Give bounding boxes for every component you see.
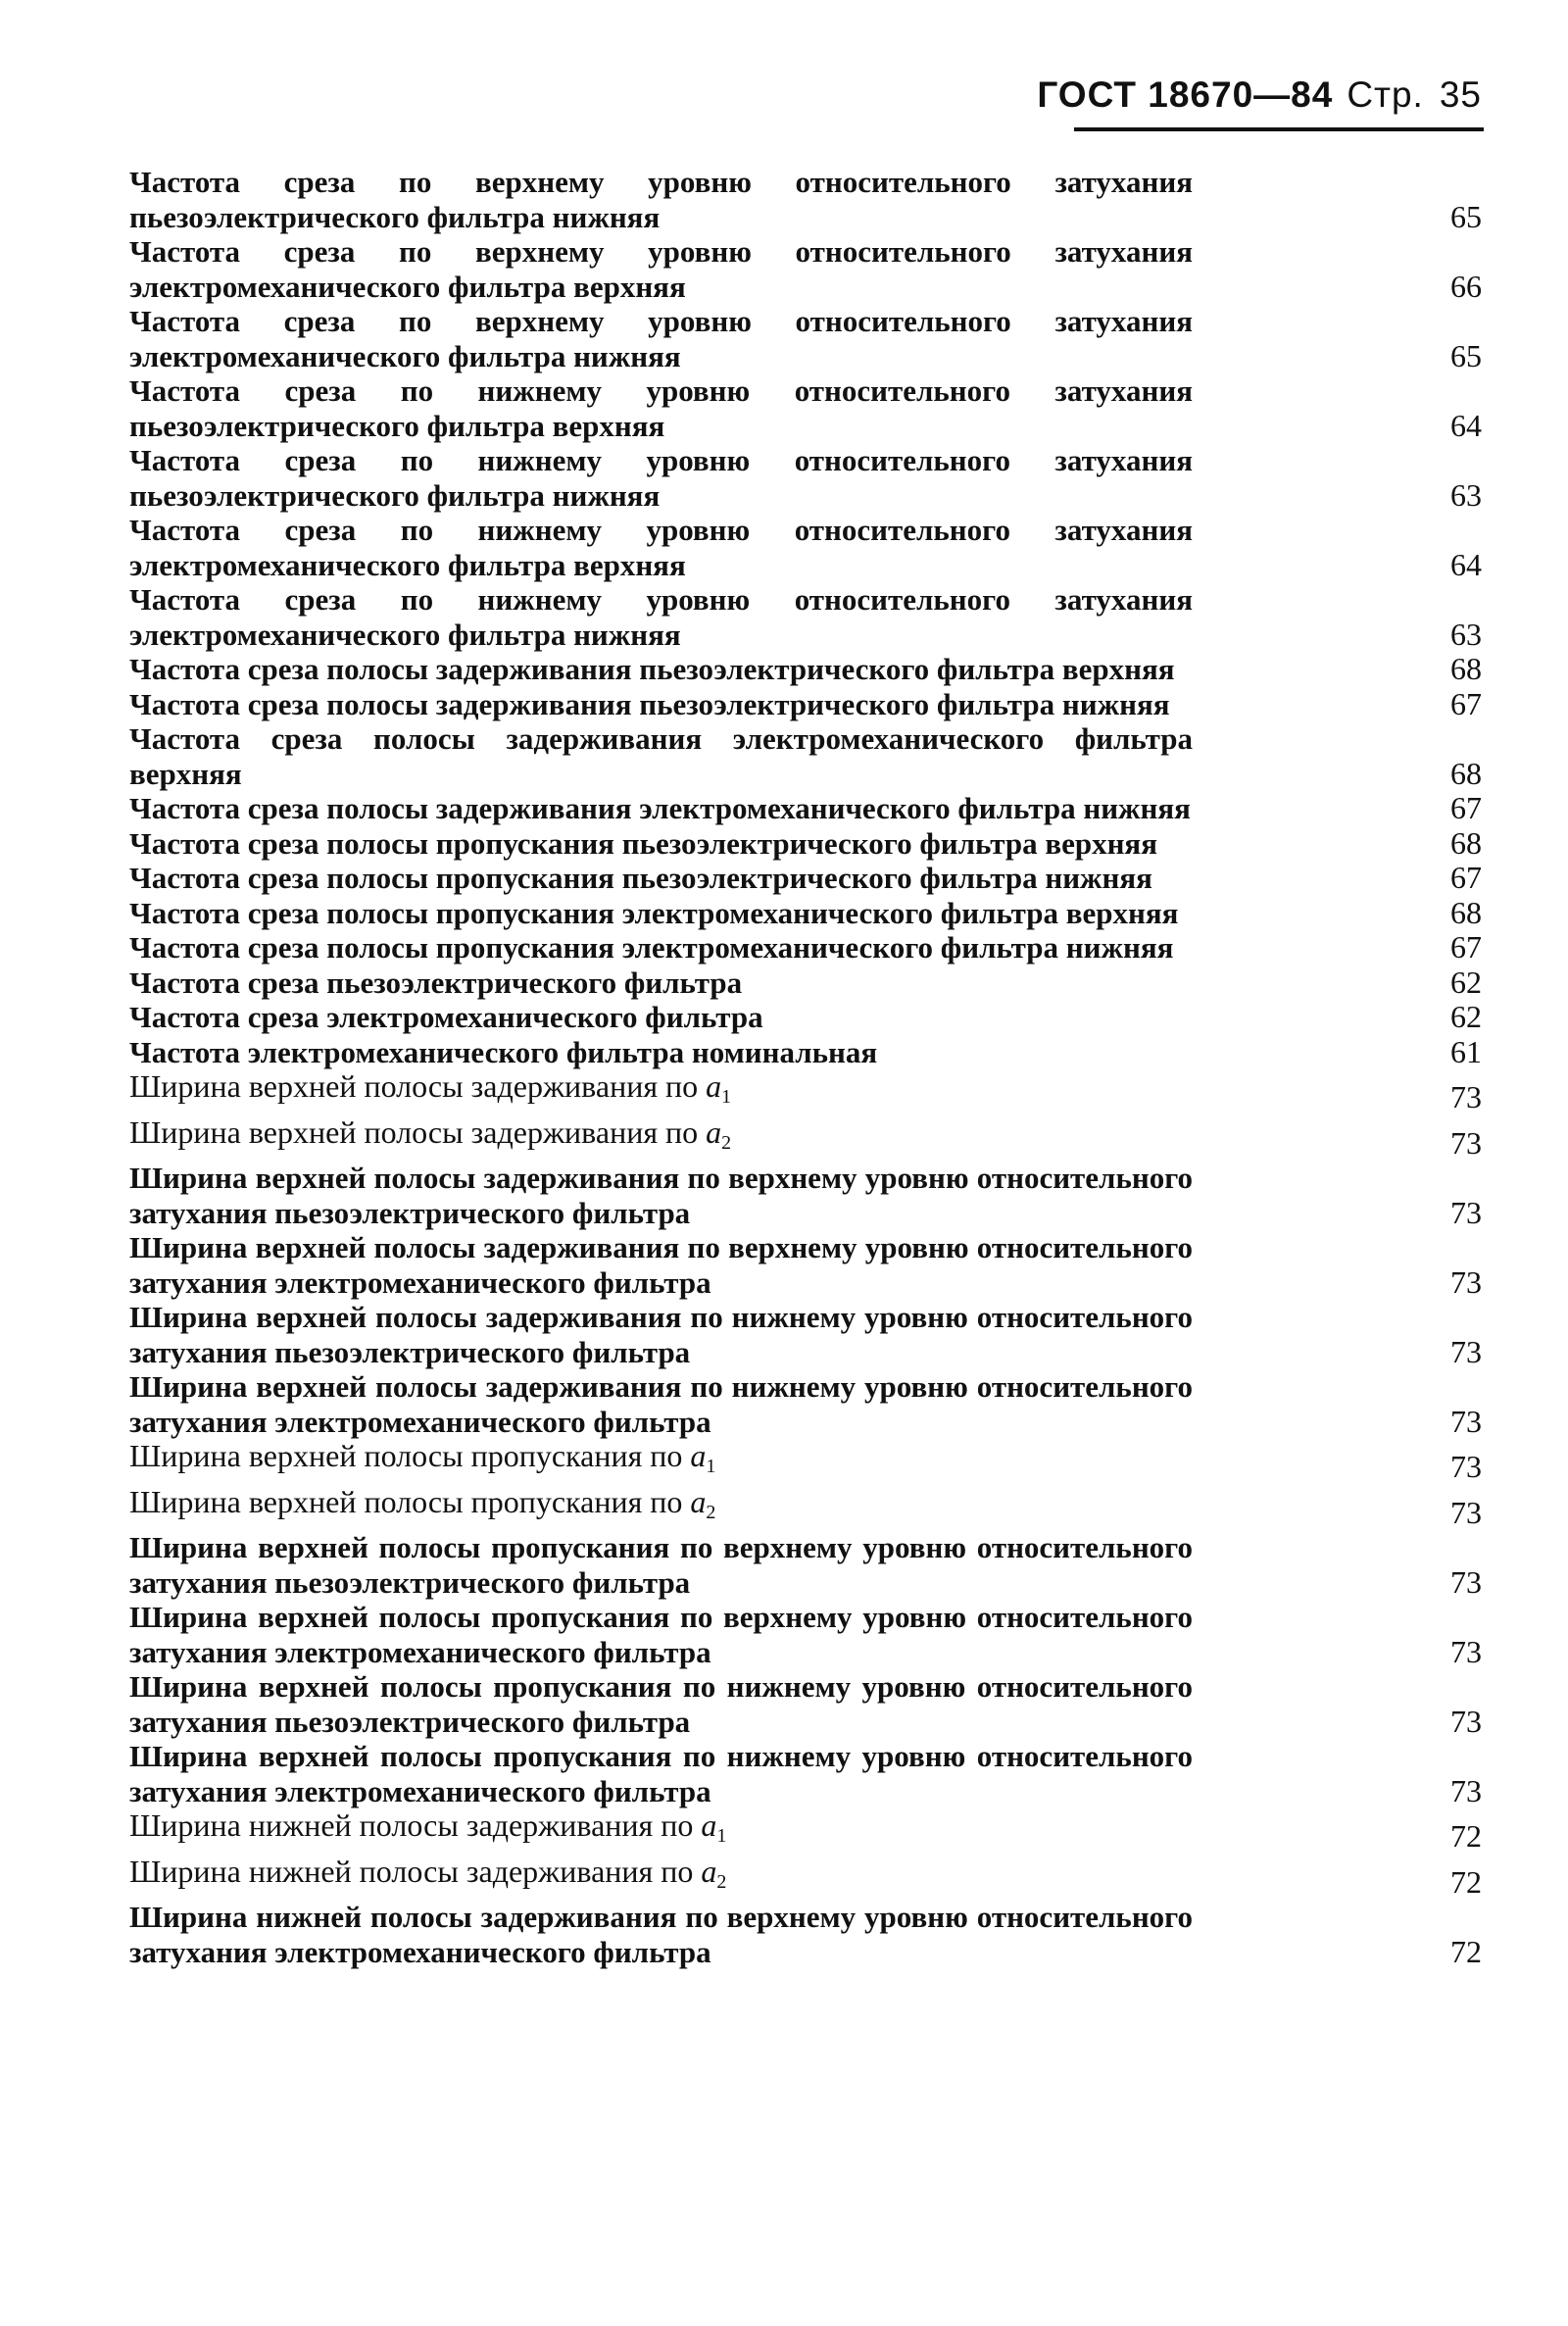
page-header [0, 74, 1482, 116]
index-term-text: Частота среза по нижнему уровню относительного затухания пьезоэлектрического фильтра верхняя [129, 373, 1193, 443]
index-page-number: 72 [1450, 1818, 1482, 1854]
index-term-text: Частота среза по верхнему уровню относительного затухания электромеханического фильтра верхняя [129, 234, 1193, 304]
index-term [129, 896, 1193, 931]
index-term [129, 582, 1193, 652]
index-term [129, 1115, 1193, 1162]
index-term [129, 1900, 1193, 1969]
index-term-text: Частота среза полосы пропускания электромеханического фильтра верхняя [129, 895, 1179, 930]
index-term-text: Ширина верхней полосы пропускания по верхнему уровню относительного затухания пьезоэлектрического фильтра [129, 1530, 1193, 1600]
index-term-text: Частота среза электромеханического фильтра [129, 1000, 763, 1034]
index-term [129, 165, 1193, 234]
index-entry [129, 721, 1482, 791]
index-term-text: Ширина верхней полосы задерживания по [129, 1068, 699, 1104]
index-page-number: 65 [1450, 337, 1482, 373]
index-term-text: Ширина верхней полосы пропускания по [129, 1438, 683, 1473]
index-term-text: Ширина верхней полосы задерживания по нижнему уровню относительного затухания электромеханического фильтра [129, 1369, 1193, 1439]
index-page-number: 72 [1450, 1933, 1482, 1969]
index-entry [129, 1035, 1482, 1070]
index-page-number: 66 [1450, 268, 1482, 304]
index-entry [129, 1069, 1482, 1115]
index-term [129, 1669, 1193, 1739]
index-term-subscript: 2 [721, 1131, 732, 1154]
index-entry [129, 791, 1482, 826]
index-page-number: 67 [1450, 790, 1482, 825]
index-term-symbol: a [701, 1807, 717, 1843]
header-rule [1074, 127, 1484, 131]
index-term-text: Частота среза полосы задерживания электромеханического фильтра нижняя [129, 791, 1191, 825]
index-entry [129, 1855, 1482, 1901]
index-page-number: 63 [1450, 476, 1482, 513]
index-term [129, 965, 1193, 1001]
index-term [129, 443, 1193, 513]
index-term [129, 513, 1193, 582]
index-page-number: 72 [1450, 1863, 1482, 1900]
index-entry [129, 1439, 1482, 1485]
index-page-number: 73 [1450, 1263, 1482, 1300]
index-term-text: Ширина верхней полосы задерживания по верхнему уровню относительного затухания пьезоэлектрического фильтра [129, 1161, 1193, 1230]
index-page-number: 64 [1450, 407, 1482, 443]
index-term [129, 721, 1193, 791]
index-page-number: 67 [1450, 929, 1482, 965]
index-term-symbol: a [706, 1114, 722, 1150]
index-term [129, 1439, 1193, 1485]
index-page-number: 61 [1450, 1033, 1482, 1069]
index-term-symbol: a [701, 1853, 717, 1889]
index-entry [129, 1230, 1482, 1300]
index-term-text: Ширина верхней полосы задерживания по нижнему уровню относительного затухания пьезоэлектрического фильтра [129, 1300, 1193, 1369]
index-term [129, 1300, 1193, 1369]
index-term [129, 1230, 1193, 1300]
index-term-subscript: 1 [706, 1456, 716, 1477]
index-term-text: Частота электромеханического фильтра номинальная [129, 1034, 878, 1069]
index-term-symbol: a [706, 1068, 722, 1104]
index-term-text: Частота среза по верхнему уровню относительного затухания электромеханического фильтра нижняя [129, 304, 1193, 373]
index-term-text: Частота среза по нижнему уровню относительного затухания электромеханического фильтра верхняя [129, 513, 1193, 582]
index-page-number: 68 [1450, 651, 1482, 686]
index-entry [129, 373, 1482, 443]
index-entry [129, 1161, 1482, 1230]
index-entry [129, 1000, 1482, 1035]
index-entry [129, 1300, 1482, 1369]
index-page-number: 64 [1450, 546, 1482, 582]
index-term-text: Частота среза полосы задерживания пьезоэлектрического фильтра верхняя [129, 652, 1175, 686]
index-term-text: Ширина нижней полосы задерживания по верхнему уровню относительного затухания электромеханического фильтра [129, 1900, 1193, 1969]
index-term [129, 1600, 1193, 1669]
term-index [129, 165, 1482, 1969]
standard-number: ГОСТ 18670—84 [1037, 74, 1334, 115]
index-entry [129, 1900, 1482, 1969]
index-term [129, 1000, 1193, 1035]
index-term-text: Частота среза пьезоэлектрического фильтра [129, 965, 743, 1000]
index-term-text: Ширина верхней полосы пропускания по нижнему уровню относительного затухания электромеханического фильтра [129, 1739, 1193, 1808]
index-entry [129, 1369, 1482, 1439]
index-term-text: Ширина верхней полосы пропускания по верхнему уровню относительного затухания электромеханического фильтра [129, 1600, 1193, 1669]
index-term-text: Частота среза по нижнему уровню относительного затухания электромеханического фильтра нижняя [129, 582, 1193, 652]
index-entry [129, 687, 1482, 722]
index-entry [129, 1739, 1482, 1808]
index-term [129, 304, 1193, 373]
index-entry [129, 896, 1482, 931]
index-term [129, 373, 1193, 443]
index-page-number: 73 [1450, 1124, 1482, 1161]
index-entry [129, 1115, 1482, 1162]
index-term [129, 791, 1193, 826]
index-page-number: 73 [1450, 1772, 1482, 1808]
index-term [129, 1530, 1193, 1600]
index-entry [129, 443, 1482, 513]
index-entry [129, 1600, 1482, 1669]
index-page-number: 73 [1450, 1449, 1482, 1484]
page-label: Стр. [1347, 74, 1424, 115]
index-term-text: Частота среза по нижнему уровню относительного затухания пьезоэлектрического фильтра нижняя [129, 443, 1193, 513]
index-entry [129, 513, 1482, 582]
index-entry [129, 165, 1482, 234]
index-term [129, 1069, 1193, 1115]
index-entry [129, 826, 1482, 862]
index-entry [129, 861, 1482, 896]
index-term [129, 1161, 1193, 1230]
index-page-number: 68 [1450, 824, 1482, 861]
index-term-subscript: 2 [716, 1870, 727, 1893]
index-term [129, 930, 1193, 965]
index-page-number: 73 [1450, 1403, 1482, 1439]
index-entry [129, 1530, 1482, 1600]
index-term-text: Частота среза полосы пропускания пьезоэлектрического фильтра верхняя [129, 825, 1157, 861]
index-term-text: Ширина нижней полосы задерживания по [129, 1807, 694, 1843]
index-page-number: 68 [1450, 894, 1482, 930]
index-entry [129, 1808, 1482, 1855]
index-page-number: 73 [1450, 1494, 1482, 1530]
index-page-number: 73 [1450, 1194, 1482, 1230]
index-term-text: Ширина верхней полосы задерживания по [129, 1114, 699, 1150]
index-page-number: 73 [1450, 1333, 1482, 1369]
index-term-subscript: 1 [721, 1086, 732, 1108]
index-entry [129, 652, 1482, 687]
index-term [129, 687, 1193, 722]
index-term [129, 1808, 1193, 1855]
index-term-text: Частота среза по верхнему уровню относительного затухания пьезоэлектрического фильтра нижняя [129, 165, 1193, 234]
index-page-number: 73 [1450, 1563, 1482, 1600]
index-term [129, 1855, 1193, 1901]
index-term-text: Частота среза полосы задерживания электромеханического фильтра верхняя [129, 721, 1193, 791]
index-entry [129, 234, 1482, 304]
index-page-number: 73 [1450, 1703, 1482, 1739]
index-term [129, 1035, 1193, 1070]
index-entry [129, 930, 1482, 965]
index-term [129, 652, 1193, 687]
index-entry [129, 582, 1482, 652]
index-entry [129, 965, 1482, 1001]
index-term-text: Частота среза полосы задерживания пьезоэлектрического фильтра нижняя [129, 686, 1170, 721]
index-page-number: 63 [1450, 616, 1482, 652]
index-term [129, 861, 1193, 896]
index-page-number: 73 [1450, 1079, 1482, 1114]
page-number: 35 [1439, 74, 1482, 115]
index-term-text: Ширина верхней полосы пропускания по нижнему уровню относительного затухания пьезоэлектрического фильтра [129, 1669, 1193, 1739]
index-term-text: Частота среза полосы пропускания электромеханического фильтра нижняя [129, 930, 1174, 965]
index-page-number: 62 [1450, 964, 1482, 1000]
index-term [129, 826, 1193, 862]
index-entry [129, 304, 1482, 373]
index-term-subscript: 2 [706, 1501, 716, 1523]
index-page-number: 67 [1450, 685, 1482, 721]
index-page-number: 67 [1450, 860, 1482, 895]
index-page-number: 65 [1450, 198, 1482, 234]
index-term [129, 234, 1193, 304]
index-term [129, 1739, 1193, 1808]
index-entry [129, 1669, 1482, 1739]
index-entry [129, 1485, 1482, 1531]
index-term-subscript: 1 [716, 1825, 727, 1847]
index-page-number: 62 [1450, 999, 1482, 1034]
index-term-text: Ширина нижней полосы задерживания по [129, 1853, 694, 1889]
index-page-number: 68 [1450, 755, 1482, 791]
index-term-text: Частота среза полосы пропускания пьезоэлектрического фильтра нижняя [129, 861, 1152, 895]
index-page-number: 73 [1450, 1633, 1482, 1669]
index-term [129, 1485, 1193, 1531]
index-term-symbol: a [690, 1483, 707, 1519]
index-term [129, 1369, 1193, 1439]
index-term-text: Ширина верхней полосы задерживания по верхнему уровню относительного затухания электромеханического фильтра [129, 1230, 1193, 1300]
index-term-text: Ширина верхней полосы пропускания по [129, 1483, 683, 1519]
index-term-symbol: a [690, 1438, 707, 1473]
